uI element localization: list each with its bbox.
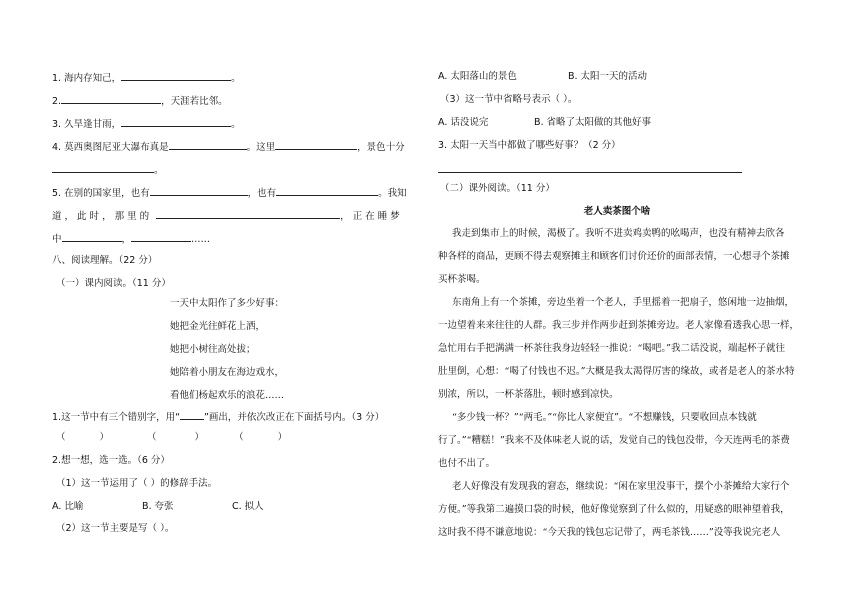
paren-open: （ [234,432,244,443]
question-5-line3-mid: ， [121,234,132,245]
poem-line: 她陪着小朋友在海边戏水， [170,367,285,378]
story-line: 别浓，所以，一杯茶落肚，顿时感到凉快。 [438,389,619,400]
question-2-end: ，天涯若比邻。 [161,96,228,107]
question-5-line2-end: ， 正 在 睡 梦 [340,211,400,222]
question-5-end: 。我知 [378,188,407,199]
reading-question-1-text: 1.这一节中有三个错别字，用“ [52,412,180,423]
story-line: 也付不出了。 [438,458,496,469]
question-4 [52,139,405,155]
question-5-line2-text: 道 ， 此 时 ， 那 里 的 [52,211,150,222]
part-1-heading: （一）课内阅读。（11 分） [56,278,171,289]
question-5-mid: ，也有 [247,188,277,199]
option-c[interactable]: C. 拟人 [232,501,264,512]
question-2 [52,93,228,109]
paren-open: （ [56,432,66,443]
answer-line[interactable] [438,172,742,173]
question-4-mid: 。这里 [246,142,276,153]
reading-question-1-end: ”画出，并依次改正在下面括号内。（3 分） [204,412,385,423]
option-a[interactable]: A. 话没说完 [438,117,489,128]
story-line: 行了。”“糟糕！”我来不及体味老人说的话，发觉自己的钱包没带，今天连两毛的茶费 [438,435,790,446]
option-b[interactable]: B. 太阳一天的活动 [568,71,648,82]
answer-blank[interactable] [121,116,231,127]
question-5-line3-text: 中 [52,234,62,245]
question-5-text: 5. 在别的国家里，也有 [52,188,150,199]
question-3-text: 3. 久旱逢甘雨， [52,119,122,130]
option-b[interactable]: B. 省略了太阳做的其他好事 [534,117,652,128]
question-4-text: 4. 莫西奥图尼亚大瀑布真是 [52,142,169,153]
answer-blank[interactable] [156,208,340,219]
reading-question-1 [52,409,384,425]
story-line: 东南角上有一个茶摊，旁边坐着一个老人，手里摇着一把扇子，悠闲地一边抽烟， [452,297,795,308]
story-line: 这时我不得不谦意地说：“今天我的钱包忘记带了，两毛茶钱……”没等我说完老人 [438,527,781,538]
option-a[interactable]: A. 太阳落山的景色 [438,71,517,82]
question-5-line3-end: …… [191,234,211,245]
answer-blank[interactable] [62,231,122,242]
answer-blank[interactable] [131,231,191,242]
poem-line: 她把小树往高处拔； [170,344,256,355]
question-3 [52,116,241,132]
answer-blank[interactable] [275,139,357,150]
story-line: 种各样的商品，更顾不得去观察摊主和顾客们讨价还价的面部表情，一心想寻个茶摊 [438,251,790,262]
question-3-end: 。 [231,119,241,130]
story-line: 一边望着来来往往的人群。我三步并作两步赶到茶摊旁边。老人家像看透我心思一样， [438,320,800,331]
option-a[interactable]: A. 比喻 [52,501,84,512]
question-4-period: 。 [154,165,164,176]
answer-blank[interactable] [150,185,248,196]
answer-blank[interactable] [180,409,204,420]
paren-close: ） [277,432,288,443]
reading-question-3: 3. 太阳一天当中都做了哪些好事？（2 分） [438,140,621,151]
option-b[interactable]: B. 夸张 [142,501,174,512]
question-5-line2 [52,208,400,224]
question-4-line2 [52,162,164,178]
story-line: 买杯茶喝。 [438,274,486,285]
story-line: 急忙用右手把满满一杯茶往我身边轻轻一推说：“喝吧。”我二话没说，端起杯子就往 [438,343,785,354]
part-2-heading: （二）课外阅读。（11 分） [440,183,555,194]
section-8-heading: 八、阅读理解。（22 分） [52,255,158,266]
poem-line: 一天中太阳作了多少好事： [170,298,285,309]
reading-question-2: 2.想一想，选一选。（6 分） [52,455,170,466]
question-1 [52,70,241,86]
answer-blank[interactable] [61,93,161,104]
story-line: 我走到集市上的时候，渴极了。我听不进卖鸡卖鸭的吆喝声，也没有精神去欣各 [452,228,785,239]
answer-blank[interactable] [52,162,154,173]
paren-close: ） [99,432,110,443]
story-title: 老人卖茶图个啥 [583,206,651,217]
poem-line: 她把金光往鲜花上洒， [170,321,266,332]
story-line: 肚里倒，心想：“喝了付钱也不迟。”大概是我太渴得厉害的缘故，或者是老人的茶水特 [438,366,795,377]
paren-open: （ [147,432,157,443]
correction-parens [56,431,287,445]
story-line: 老人好像没有发现我的窘态，继续说：“闲在家里没事干，摆个小茶摊给大家行个 [452,481,790,492]
reading-question-2-3: （3）这一节中省略号表示（ ）。 [440,94,578,105]
answer-blank[interactable] [169,139,247,150]
paren-close: ） [194,432,205,443]
story-line: “多少钱一杯？”“两毛。”“你比人家便宜”。“不想赚钱，只要收回点本钱就 [452,412,757,423]
answer-blank[interactable] [276,185,378,196]
question-5 [52,185,407,201]
question-2-text: 2. [52,96,62,107]
question-1-text: 1. 海内存知己， [52,73,122,84]
answer-blank[interactable] [121,70,231,81]
reading-question-2-2: （2）这一节主要是写（ ）。 [56,523,175,534]
reading-question-2-1: （1）这一节运用了（ ）的修辞手法。 [56,478,218,489]
question-4-end: ，景色十分 [357,142,405,153]
question-1-end: 。 [231,73,241,84]
story-line: 方便。”等我第二遍摸口袋的时候，他好像觉察到了什么似的，用疑惑的眼神望着我， [438,504,790,515]
question-5-line3 [52,231,210,247]
poem-line: 看他们杨起欢乐的浪花…… [170,390,285,401]
